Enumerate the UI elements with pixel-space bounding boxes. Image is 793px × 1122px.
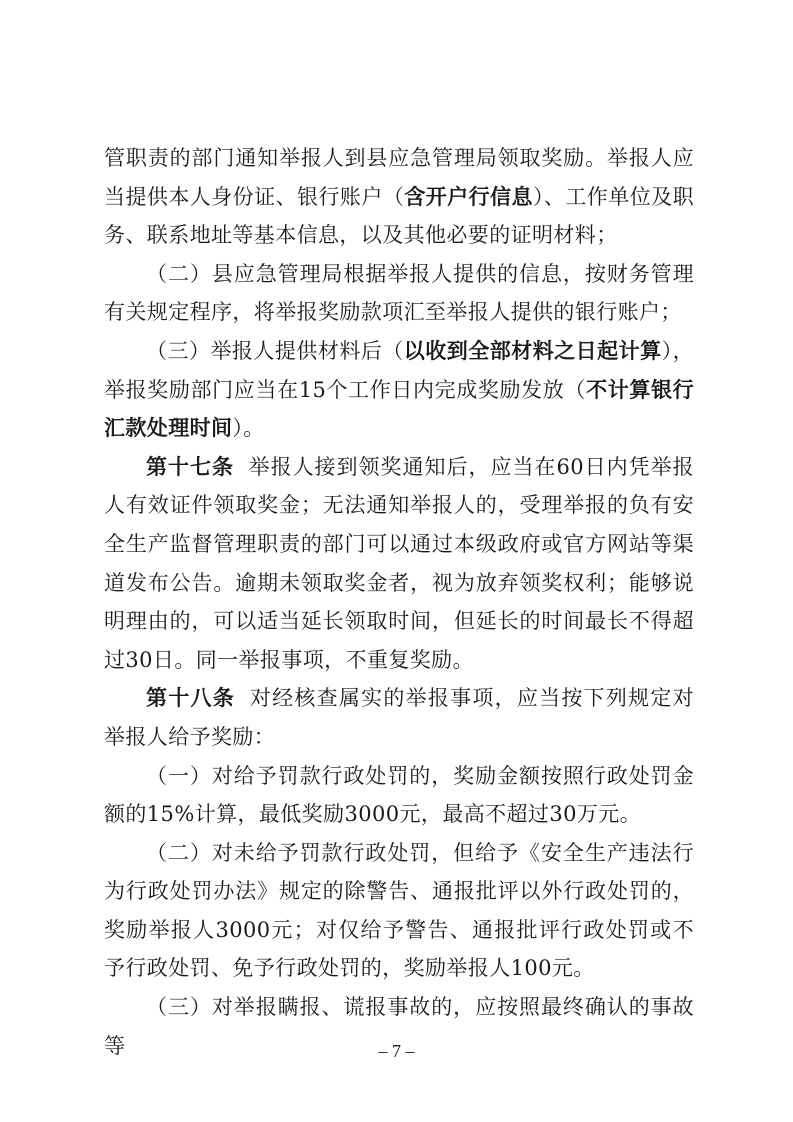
article-17 [104,448,694,680]
article-title: 第十八条 [146,686,235,711]
text-run: ）、工作单位及职务、联系地址等基本信息，以及其他必要的证明材料； [104,184,694,248]
page-number: – 7 – [378,1041,415,1061]
article-body: 对经核查属实的举报事项，应当按下列规定对举报人给予奖励： [104,686,694,749]
text-run: （三）举报人提供材料后（ [146,338,404,363]
text-run: 管职责的部门通知举报人到县应急管理局领取奖励。举报人应当提供本人身份证、银行账户（ [104,146,694,209]
bold-text: 以收到全部材料之日起计算 [403,338,662,363]
paragraph [104,139,694,255]
body-text [104,139,694,1065]
article-body: 举报人接到领奖通知后，应当在60日内凭举报人有效证件领取奖金；无法通知举报人的，受理举报的负有安全生产监督管理职责的部门可以通过本级政府或官方网站等渠道发布公告。逾期未领取奖金者，视为放弃领奖权利；能够说明理由的，可以适当延长领取时间，但延长的时间最长不得超过30日。同一举报事项，不重复奖励。 [104,454,694,672]
text-run: ），举报奖励部门应当在15个工作日内完成奖励发放（ [104,338,694,402]
paragraph: （二）对未给予罚款行政处罚，但给予《安全生产违法行为行政处罚办法》规定的除警告、通报批评以外行政处罚的，奖励举报人3000元；对仅给予警告、通报批评行政处罚或不予行政处罚、免予行政处罚的，奖励举报人100元。 [104,840,694,981]
text-run: ）。 [232,416,265,441]
paragraph [104,332,694,448]
bold-text: 含开户行信息 [404,184,533,209]
article-title: 第十七条 [146,454,234,479]
article-18 [104,679,694,756]
paragraph: （一）对给予罚款行政处罚的，奖励金额按照行政处罚金额的15%计算，最低奖励3000元，最高不超过30万元。 [104,763,694,827]
paragraph: （三）对举报瞒报、谎报事故的，应按照最终确认的事故等 [104,995,694,1058]
paragraph: （二）县应急管理局根据举报人提供的信息，按财务管理有关规定程序，将举报奖励款项汇至举报人提供的银行账户； [104,261,694,325]
bold-text: 不计算银行汇款处理时间 [104,377,694,441]
